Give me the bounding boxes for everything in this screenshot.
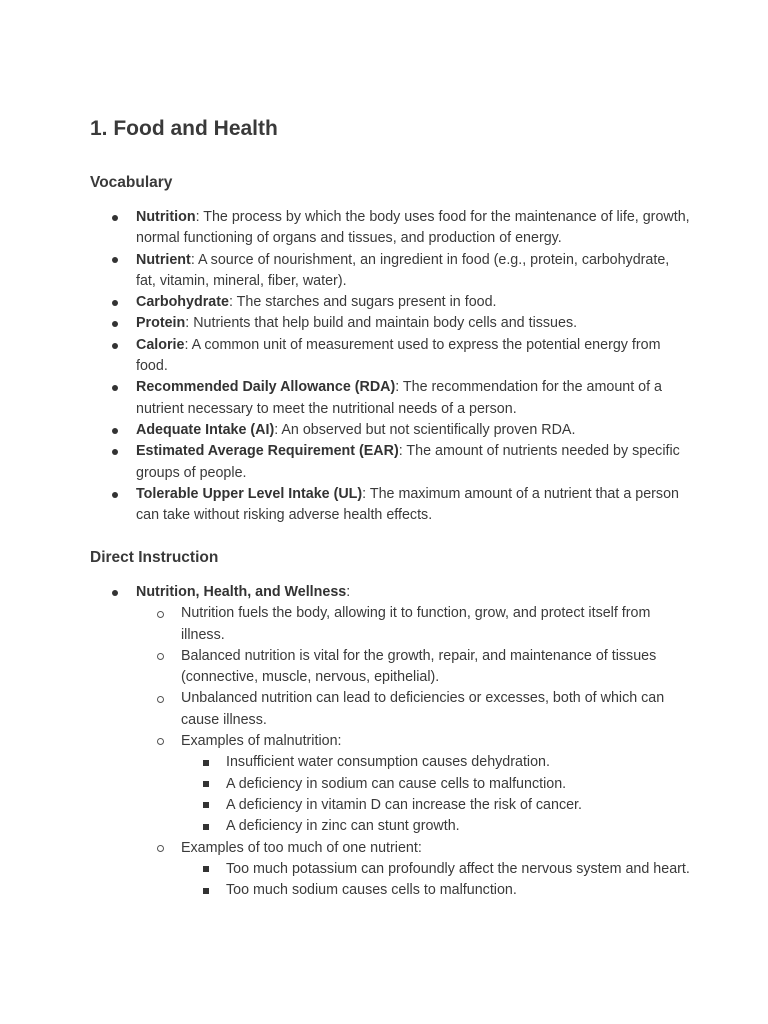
circle-bullet-icon xyxy=(157,731,164,752)
point-item xyxy=(90,603,690,646)
vocab-term: Nutrition xyxy=(136,209,196,225)
vocab-definition: : A common unit of measurement used to express the potential energy from food. xyxy=(136,336,661,375)
bullet-icon xyxy=(112,292,118,313)
square-bullet-icon xyxy=(203,880,209,901)
bullet-icon xyxy=(112,313,118,334)
point-text: Examples of too much of one nutrient: xyxy=(181,839,422,856)
bullet-icon xyxy=(112,207,118,228)
square-bullet-icon xyxy=(203,774,209,795)
point-item xyxy=(90,838,690,859)
bullet-icon xyxy=(112,420,118,441)
vocab-item-carbohydrate xyxy=(90,292,690,313)
vocab-definition: : The starches and sugars present in food. xyxy=(228,294,497,311)
circle-bullet-icon xyxy=(157,838,164,859)
vocab-item-protein xyxy=(90,313,690,334)
square-bullet-icon xyxy=(203,795,209,816)
vocab-item-rda xyxy=(90,377,690,420)
square-bullet-icon xyxy=(203,816,209,837)
point-text: Examples of malnutrition: xyxy=(181,733,342,750)
circle-bullet-icon xyxy=(157,646,164,667)
example-text: A deficiency in zinc can stunt growth. xyxy=(226,818,460,835)
excess-example xyxy=(90,880,690,901)
vocab-definition: : An observed but not scientifically proven RDA. xyxy=(274,421,576,438)
topic-term: Nutrition, Health, and Wellness xyxy=(136,584,347,600)
vocab-definition: : The maximum amount of a nutrient that a person can take without risking adverse health effects. xyxy=(136,485,679,524)
vocab-term: Nutrient xyxy=(136,251,191,268)
example-text: Too much potassium can profoundly affect the nervous system and heart. xyxy=(226,860,690,877)
point-item xyxy=(90,646,690,689)
vocab-item-calorie xyxy=(90,335,690,378)
vocab-term: Calorie xyxy=(136,336,185,353)
vocab-definition: : The amount of nutrients needed by specific groups of people. xyxy=(136,443,680,481)
vocab-term: Carbohydrate xyxy=(136,294,229,311)
vocab-definition: : A source of nourishment, an ingredient in food (e.g., protein, carbohydrate, fat, vitamin, mineral, fiber, water). xyxy=(136,251,670,289)
circle-bullet-icon xyxy=(157,603,164,624)
vocab-term: Estimated Average Requirement (EAR) xyxy=(136,443,399,460)
point-text: Balanced nutrition is vital for the growth, repair, and maintenance of tissues (connective, muscle, nervous, epithelial). xyxy=(181,647,657,686)
point-item xyxy=(90,731,690,752)
malnutrition-example xyxy=(90,795,690,816)
bullet-icon xyxy=(112,377,118,398)
bullet-icon xyxy=(112,441,118,462)
vocab-definition: : Nutrients that help build and maintain body cells and tissues. xyxy=(185,315,578,332)
vocab-definition: : The recommendation for the amount of a nutrient necessary to meet the nutritional needs of a person. xyxy=(136,379,663,417)
bullet-icon xyxy=(112,582,118,603)
vocab-definition: : The process by which the body uses food for the maintenance of life, growth, normal functioning of organs and tissues, and production of energy. xyxy=(136,209,690,247)
square-bullet-icon xyxy=(203,752,209,773)
vocab-item-nutrient xyxy=(90,250,690,293)
point-text: Nutrition fuels the body, allowing it to function, grow, and protect itself from illness. xyxy=(181,605,651,643)
page-title: 1. Food and Health xyxy=(90,117,278,140)
vocab-item-ai xyxy=(90,420,690,441)
direct-instruction-list xyxy=(90,582,690,901)
vocab-term: Protein xyxy=(136,315,186,332)
point-text: Unbalanced nutrition can lead to deficiencies or excesses, both of which can cause illness. xyxy=(181,690,665,728)
example-text: Insufficient water consumption causes dehydration. xyxy=(226,754,550,771)
vocab-term: Adequate Intake (AI) xyxy=(136,421,275,438)
bullet-icon xyxy=(112,335,118,356)
example-text: Too much sodium causes cells to malfunction. xyxy=(226,882,517,899)
vocab-item-ear xyxy=(90,441,690,484)
vocab-item-ul xyxy=(90,484,690,527)
direct-instruction-heading: Direct Instruction xyxy=(90,549,219,566)
example-text: A deficiency in vitamin D can increase the risk of cancer. xyxy=(226,796,582,813)
vocab-item-nutrition xyxy=(90,207,690,250)
vocabulary-heading: Vocabulary xyxy=(90,174,173,191)
excess-example xyxy=(90,859,690,880)
bullet-icon xyxy=(112,484,118,505)
square-bullet-icon xyxy=(203,859,209,880)
malnutrition-example xyxy=(90,774,690,795)
point-item xyxy=(90,688,690,731)
topic-item xyxy=(90,582,690,603)
vocabulary-list xyxy=(90,207,690,526)
circle-bullet-icon xyxy=(157,688,164,709)
malnutrition-example xyxy=(90,752,690,773)
vocab-term: Recommended Daily Allowance (RDA) xyxy=(136,379,396,396)
malnutrition-example xyxy=(90,816,690,837)
vocab-term: Tolerable Upper Level Intake (UL) xyxy=(136,485,363,502)
topic-suffix: : xyxy=(346,584,351,600)
example-text: A deficiency in sodium can cause cells to malfunction. xyxy=(226,775,567,792)
bullet-icon xyxy=(112,250,118,271)
